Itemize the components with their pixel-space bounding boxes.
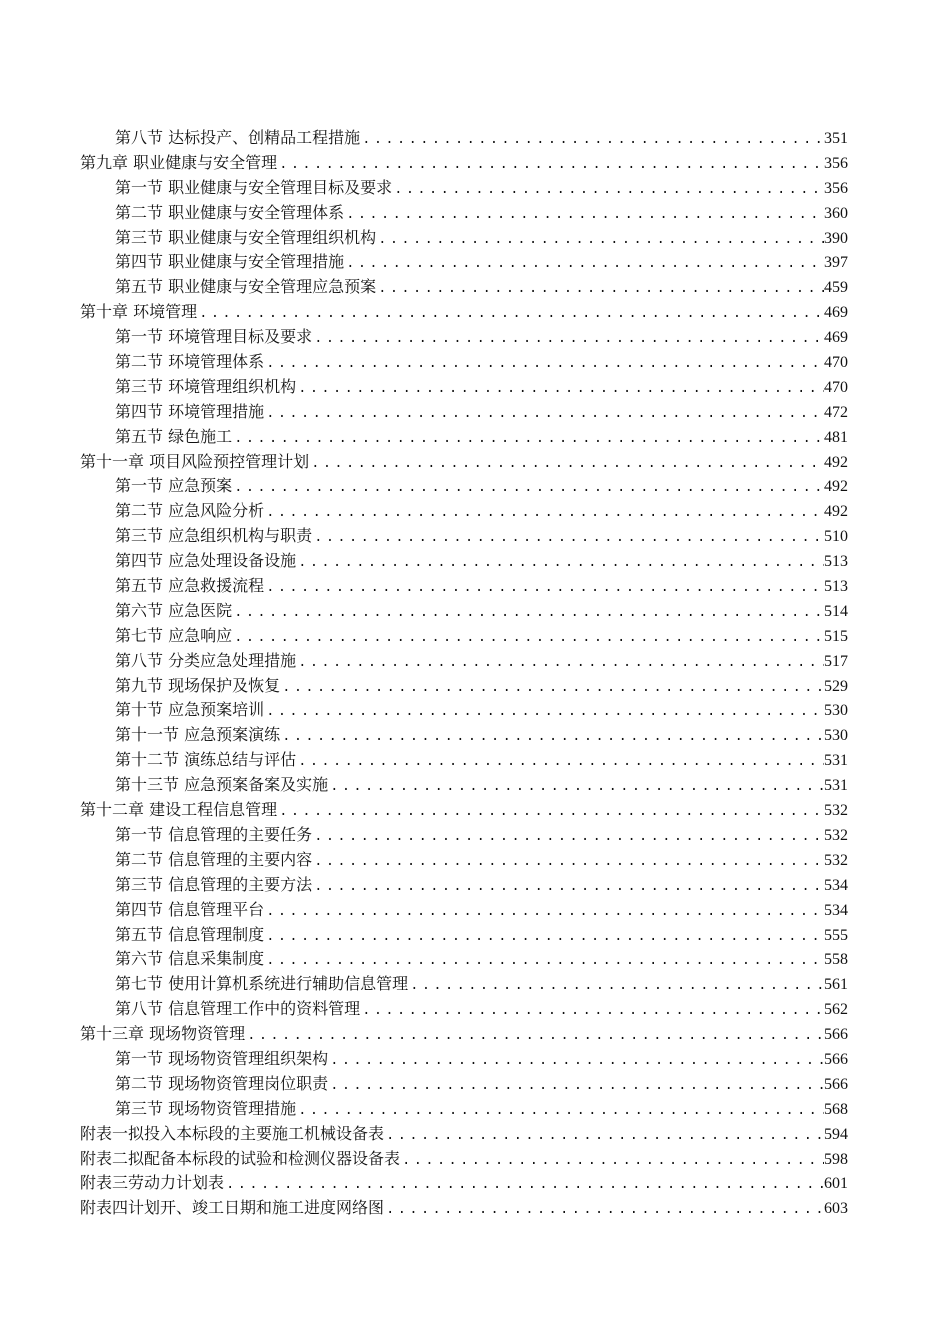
toc-entry-title: 第一节 应急预案: [115, 476, 233, 496]
toc-page-number: 469: [824, 304, 848, 322]
toc-page-number: 534: [824, 901, 848, 919]
toc-dot-leader: [296, 551, 824, 576]
toc-section-entry: [80, 350, 848, 375]
toc-entry-title: 第十二节 演练总结与评估: [115, 750, 297, 770]
toc-section-entry: [80, 698, 848, 723]
toc-chapter-entry: [80, 450, 848, 475]
toc-page-number: 513: [824, 578, 848, 596]
toc-page-number: 532: [824, 802, 848, 820]
toc-page-number: 469: [824, 329, 848, 347]
toc-dot-leader: [280, 676, 824, 701]
toc-entry-title: 第九章 职业健康与安全管理: [80, 152, 278, 172]
toc-entry-title: 第十一节 应急预案演练: [115, 725, 281, 745]
toc-dot-leader: [197, 302, 824, 327]
toc-entry-title: 第三节 职业健康与安全管理组织机构: [115, 227, 377, 247]
toc-dot-leader: [344, 252, 824, 277]
toc-section-entry: [80, 275, 848, 300]
toc-entry-title: 第八节 达标投产、创精品工程措施: [115, 128, 361, 147]
toc-page-number: 530: [824, 727, 848, 745]
toc-section-entry: [80, 997, 848, 1022]
toc-page-number: 459: [824, 279, 848, 297]
toc-dot-leader: [280, 725, 824, 750]
toc-dot-leader: [328, 1049, 824, 1074]
toc-page-number: 472: [824, 403, 848, 421]
toc-dot-leader: [312, 526, 824, 551]
toc-entry-title: 第十三章 现场物资管理: [80, 1024, 246, 1044]
toc-page-number: 470: [824, 354, 848, 372]
toc-dot-leader: [224, 1173, 824, 1198]
toc-dot-leader: [376, 228, 824, 253]
toc-entry-title: 附表四计划开、竣工日期和施工进度网络图: [80, 1198, 385, 1218]
toc-entry-title: 第六节 应急医院: [115, 600, 233, 620]
toc-chapter-entry: [80, 300, 848, 325]
toc-page-number: 598: [824, 1150, 848, 1168]
toc-entry-title: 第六节 信息采集制度: [115, 949, 265, 969]
toc-page-number: 356: [824, 154, 848, 172]
toc-dot-leader: [328, 775, 824, 800]
toc-dot-leader: [312, 825, 824, 850]
toc-dot-leader: [392, 178, 824, 203]
toc-page-number: 492: [824, 478, 848, 496]
toc-dot-leader: [232, 626, 824, 651]
toc-section-entry: [80, 325, 848, 350]
toc-section-entry: [80, 748, 848, 773]
toc-page-number: 492: [824, 453, 848, 471]
toc-dot-leader: [264, 925, 824, 950]
toc-dot-leader: [344, 203, 824, 228]
toc-dot-leader: [296, 377, 824, 402]
toc-page-number: 356: [824, 179, 848, 197]
toc-section-entry: [80, 499, 848, 524]
toc-dot-leader: [264, 900, 824, 925]
toc-section-entry: [80, 649, 848, 674]
toc-dot-leader: [296, 651, 824, 676]
toc-entry-title: 第四节 环境管理措施: [115, 401, 265, 421]
toc-entry-title: 第二节 职业健康与安全管理体系: [115, 202, 345, 222]
toc-section-entry: [80, 898, 848, 923]
toc-section-entry: [80, 400, 848, 425]
toc-page-number: 514: [824, 602, 848, 620]
toc-section-entry: [80, 226, 848, 251]
toc-section-entry: [80, 773, 848, 798]
toc-chapter-entry: [80, 1122, 848, 1147]
toc-dot-leader: [309, 452, 824, 477]
toc-page-number: 510: [824, 528, 848, 546]
toc-page-number: 566: [824, 1026, 848, 1044]
toc-page-number: 531: [824, 752, 848, 770]
toc-entry-title: 第一节 职业健康与安全管理目标及要求: [115, 177, 393, 197]
toc-entry-title: 第十二章 建设工程信息管理: [80, 800, 278, 820]
toc-section-entry: [80, 848, 848, 873]
toc-entry-title: 附表一拟投入本标段的主要施工机械设备表: [80, 1123, 385, 1143]
toc-dot-leader: [360, 128, 824, 153]
toc-section-entry: [80, 723, 848, 748]
toc-page-number: 558: [824, 951, 848, 969]
toc-section-entry: [80, 201, 848, 226]
toc-entry-title: 第三节 现场物资管理措施: [115, 1098, 297, 1118]
toc-dot-leader: [277, 800, 824, 825]
toc-entry-title: 第二节 应急风险分析: [115, 501, 265, 521]
toc-dot-leader: [264, 949, 824, 974]
toc-page-number: 561: [824, 976, 848, 994]
toc-page-number: 529: [824, 677, 848, 695]
toc-entry-title: 第二节 现场物资管理岗位职责: [115, 1073, 329, 1093]
toc-dot-leader: [264, 700, 824, 725]
toc-entry-title: 第八节 分类应急处理措施: [115, 650, 297, 670]
toc-dot-leader: [264, 352, 824, 377]
table-of-contents: [80, 126, 848, 1221]
toc-section-entry: [80, 624, 848, 649]
toc-page-number: 531: [824, 777, 848, 795]
toc-page-number: 555: [824, 926, 848, 944]
toc-dot-leader: [264, 501, 824, 526]
toc-page-number: 513: [824, 553, 848, 571]
toc-dot-leader: [277, 153, 824, 178]
toc-page-number: 532: [824, 826, 848, 844]
toc-dot-leader: [360, 999, 824, 1024]
toc-chapter-entry: [80, 1147, 848, 1172]
toc-dot-leader: [296, 750, 824, 775]
toc-chapter-entry: [80, 1022, 848, 1047]
toc-page-number: 562: [824, 1001, 848, 1019]
toc-page-number: 515: [824, 627, 848, 645]
toc-dot-leader: [296, 1099, 824, 1124]
toc-dot-leader: [408, 974, 824, 999]
toc-dot-leader: [376, 277, 824, 302]
toc-entry-title: 第一节 现场物资管理组织架构: [115, 1048, 329, 1068]
toc-entry-title: 第二节 信息管理的主要内容: [115, 849, 313, 869]
toc-page-number: 351: [824, 130, 848, 147]
toc-page-number: 470: [824, 378, 848, 396]
toc-page-number: 360: [824, 204, 848, 222]
toc-entry-title: 第十三节 应急预案备案及实施: [115, 775, 329, 795]
toc-section-entry: [80, 1047, 848, 1072]
toc-entry-title: 第三节 应急组织机构与职责: [115, 526, 313, 546]
toc-entry-title: 第七节 使用计算机系统进行辅助信息管理: [115, 974, 409, 994]
toc-section-entry: [80, 375, 848, 400]
toc-entry-title: 第八节 信息管理工作中的资料管理: [115, 999, 361, 1019]
toc-dot-leader: [400, 1149, 824, 1174]
toc-entry-title: 第三节 环境管理组织机构: [115, 376, 297, 396]
toc-page-number: 566: [824, 1050, 848, 1068]
toc-page-number: 517: [824, 652, 848, 670]
toc-section-entry: [80, 599, 848, 624]
toc-dot-leader: [384, 1124, 824, 1149]
toc-dot-leader: [312, 850, 824, 875]
toc-dot-leader: [232, 427, 824, 452]
toc-section-entry: [80, 176, 848, 201]
toc-entry-title: 第五节 信息管理制度: [115, 924, 265, 944]
toc-chapter-entry: [80, 1196, 848, 1221]
toc-section-entry: [80, 524, 848, 549]
toc-dot-leader: [232, 476, 824, 501]
toc-section-entry: [80, 574, 848, 599]
toc-entry-title: 第九节 现场保护及恢复: [115, 675, 281, 695]
toc-entry-title: 附表二拟配备本标段的试验和检测仪器设备表: [80, 1148, 401, 1168]
toc-entry-title: 第三节 信息管理的主要方法: [115, 874, 313, 894]
toc-section-entry: [80, 425, 848, 450]
toc-section-entry: [80, 972, 848, 997]
toc-section-entry: [80, 923, 848, 948]
toc-dot-leader: [328, 1074, 824, 1099]
toc-page-number: 601: [824, 1175, 848, 1193]
toc-section-entry: [80, 1072, 848, 1097]
toc-entry-title: 第四节 信息管理平台: [115, 899, 265, 919]
toc-entry-title: 第二节 环境管理体系: [115, 352, 265, 372]
toc-chapter-entry: [80, 151, 848, 176]
toc-entry-title: 第十章 环境管理: [80, 302, 198, 322]
toc-entry-title: 第十一章 项目风险预控管理计划: [80, 451, 310, 471]
toc-entry-title: 第五节 绿色施工: [115, 426, 233, 446]
toc-entry-title: 第四节 应急处理设备设施: [115, 551, 297, 571]
toc-page-number: 534: [824, 876, 848, 894]
toc-dot-leader: [312, 327, 824, 352]
toc-dot-leader: [245, 1024, 824, 1049]
toc-page-number: 603: [824, 1200, 848, 1218]
toc-entry-title: 附表三劳动力计划表: [80, 1173, 225, 1193]
toc-dot-leader: [264, 576, 824, 601]
toc-section-entry: [80, 674, 848, 699]
toc-page-number: 532: [824, 851, 848, 869]
toc-section-entry: [80, 250, 848, 275]
toc-chapter-entry: [80, 1171, 848, 1196]
toc-section-entry: [80, 126, 848, 151]
toc-section-entry: [80, 823, 848, 848]
toc-entry-title: 第七节 应急响应: [115, 625, 233, 645]
toc-entry-title: 第四节 职业健康与安全管理措施: [115, 252, 345, 272]
toc-entry-title: 第五节 职业健康与安全管理应急预案: [115, 277, 377, 297]
toc-chapter-entry: [80, 798, 848, 823]
toc-page-number: 390: [824, 229, 848, 247]
toc-dot-leader: [312, 875, 824, 900]
toc-page-number: 492: [824, 503, 848, 521]
toc-entry-title: 第一节 环境管理目标及要求: [115, 327, 313, 347]
toc-dot-leader: [384, 1198, 824, 1223]
toc-dot-leader: [264, 402, 824, 427]
toc-section-entry: [80, 1097, 848, 1122]
toc-page-number: 566: [824, 1075, 848, 1093]
toc-page-number: 397: [824, 254, 848, 272]
toc-entry-title: 第一节 信息管理的主要任务: [115, 824, 313, 844]
toc-section-entry: [80, 873, 848, 898]
toc-page-number: 481: [824, 428, 848, 446]
toc-dot-leader: [232, 601, 824, 626]
toc-entry-title: 第五节 应急救援流程: [115, 576, 265, 596]
toc-section-entry: [80, 549, 848, 574]
toc-entry-title: 第十节 应急预案培训: [115, 700, 265, 720]
toc-section-entry: [80, 474, 848, 499]
toc-page-number: 568: [824, 1100, 848, 1118]
toc-page-number: 530: [824, 702, 848, 720]
toc-section-entry: [80, 947, 848, 972]
toc-page-number: 594: [824, 1125, 848, 1143]
